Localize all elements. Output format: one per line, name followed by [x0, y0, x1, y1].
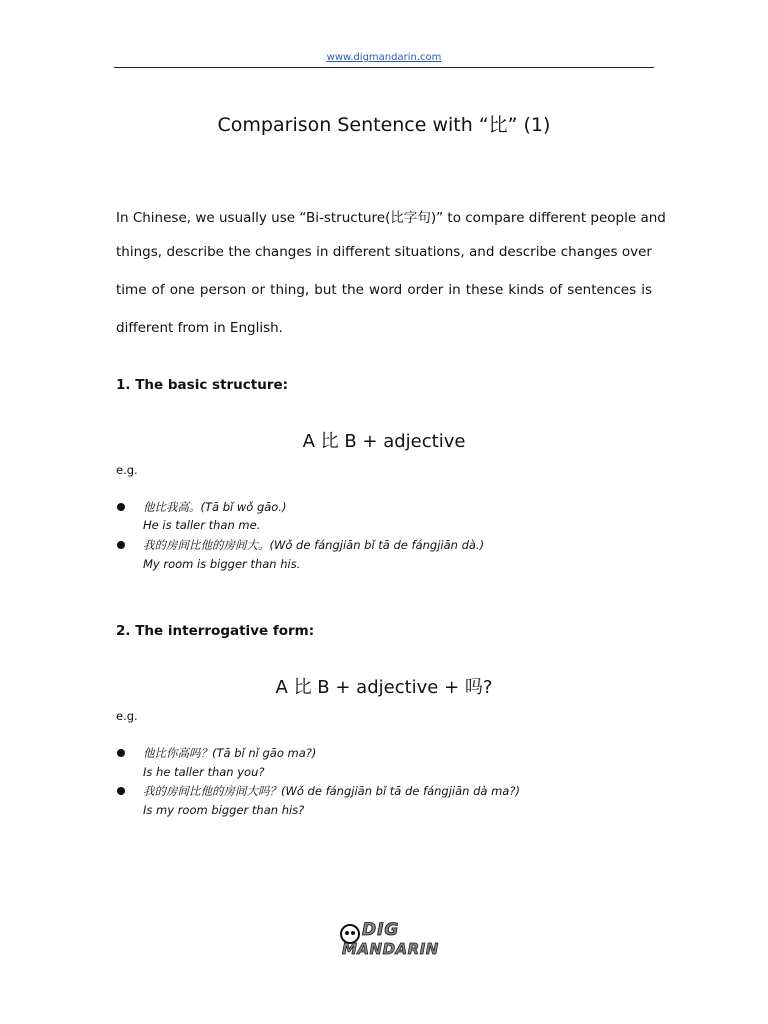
example-english: Is he taller than you?: [143, 765, 265, 779]
digmandarin-logo: [340, 920, 439, 960]
header-divider: [114, 67, 654, 68]
bullet-icon: [117, 541, 125, 549]
intro-line-2: things, describe the changes in different situations, and describe changes over: [116, 244, 652, 260]
page-title: Comparison Sentence with “比” (1): [217, 114, 551, 136]
intro-line-4: different from in English.: [116, 320, 283, 336]
bullet-icon: [117, 749, 125, 757]
example-chinese: 他比我高。(Tā bǐ wǒ gāo.): [143, 500, 287, 514]
section-2-heading: 2. The interrogative form:: [116, 623, 315, 639]
website-link[interactable]: www.digmandarin.com: [326, 52, 442, 63]
example-chinese: 我的房间比他的房间大吗？(Wǒ de fángjiān bǐ tā de fángjiān dà ma?): [143, 784, 520, 798]
section-1-eg-label: e.g.: [116, 463, 138, 477]
intro-line-1: In Chinese, we usually use “Bi-structure(比字句)” to compare different people and: [116, 210, 666, 226]
bullet-icon: [117, 503, 125, 511]
example-english: Is my room bigger than his?: [143, 803, 305, 817]
logo-text-mandarin: MANDARIN: [342, 940, 439, 958]
intro-line-3: time of one person or thing, but the word order in these kinds of sentences is: [116, 282, 652, 298]
example-chinese: 我的房间比他的房间大。(Wǒ de fángjiān bǐ tā de fángjiān dà.): [143, 538, 485, 552]
section-1-heading: 1. The basic structure:: [116, 377, 289, 393]
logo-text-dig: DIG: [362, 920, 400, 940]
example-chinese: 他比你高吗？(Tā bǐ nǐ gāo ma?): [143, 746, 317, 760]
section-2-formula: A 比 B + adjective + 吗?: [275, 677, 493, 698]
section-1-formula: A 比 B + adjective: [302, 431, 466, 452]
bullet-icon: [117, 787, 125, 795]
section-2-eg-label: e.g.: [116, 709, 138, 723]
example-english: He is taller than me.: [143, 518, 261, 532]
example-english: My room is bigger than his.: [143, 557, 301, 571]
